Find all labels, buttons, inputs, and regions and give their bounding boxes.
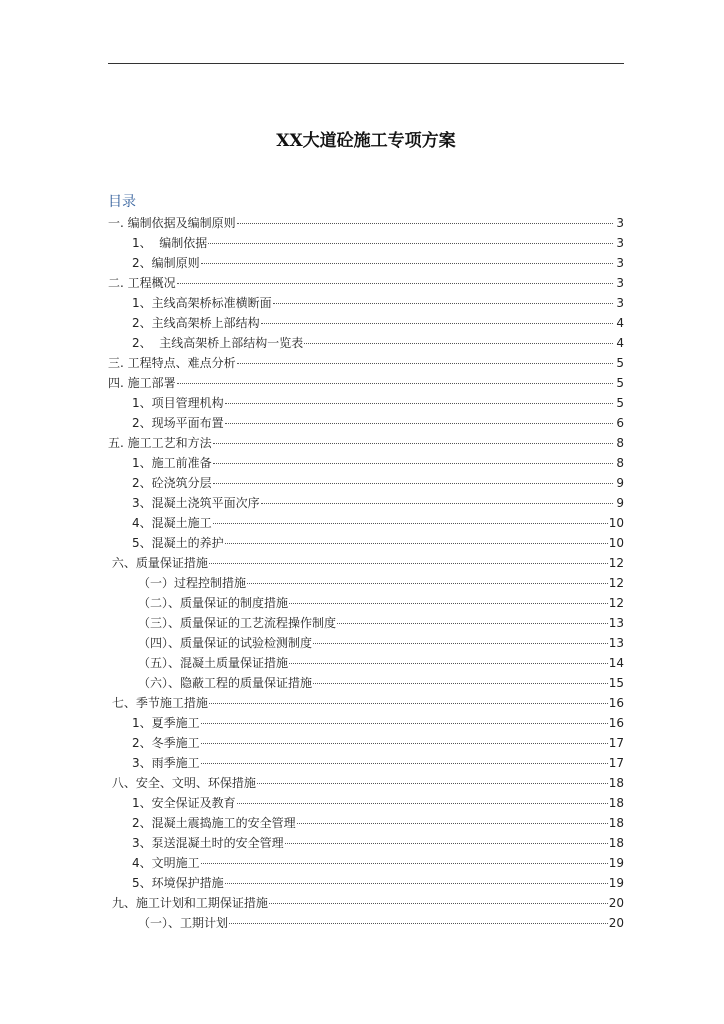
toc-entry[interactable] (108, 713, 624, 733)
toc-entry-page-number: 16 (608, 696, 624, 710)
toc-entry-label: 3、雨季施工 (132, 756, 200, 770)
toc-entry-page-number: 19 (608, 856, 624, 870)
document-title: XX大道砼施工专项方案 (276, 131, 456, 151)
toc-entry[interactable] (108, 533, 624, 553)
toc-entry[interactable] (108, 593, 624, 613)
toc-entry-label: 1、夏季施工 (132, 716, 200, 730)
toc-entry-page-number: 3 (616, 236, 624, 250)
toc-entry-page-number: 13 (608, 616, 624, 630)
toc-entry-page-number: 18 (608, 776, 624, 790)
toc-entry-label: 八、安全、文明、环保措施 (108, 776, 256, 790)
toc-entry-page-number: 9 (616, 476, 624, 490)
toc-entry[interactable] (108, 893, 624, 913)
toc-entry[interactable] (108, 293, 624, 313)
toc-dot-leader (201, 743, 608, 744)
toc-dot-leader (201, 723, 608, 724)
toc-entry-label: 3、泵送混凝土时的安全管理 (132, 836, 284, 850)
toc-entry-label: 1、安全保证及教育 (132, 796, 236, 810)
toc-entry[interactable] (108, 913, 624, 933)
toc-entry-page-number: 18 (608, 796, 624, 810)
toc-entry-label: 九、施工计划和工期保证措施 (108, 896, 268, 910)
toc-dot-leader (213, 443, 613, 444)
toc-entry-label: 六、质量保证措施 (108, 556, 208, 570)
toc-entry-page-number: 5 (616, 356, 624, 370)
toc-dot-leader (201, 763, 608, 764)
toc-entry-page-number: 12 (608, 596, 624, 610)
toc-dot-leader (225, 403, 613, 404)
toc-dot-leader (337, 623, 608, 624)
toc-entry[interactable] (108, 793, 624, 813)
toc-entry[interactable] (108, 413, 624, 433)
toc-entry[interactable] (108, 473, 624, 493)
toc-entry[interactable] (108, 613, 624, 633)
toc-dot-leader (261, 503, 613, 504)
toc-entry-label: 2、 主线高架桥上部结构一览表 (132, 336, 304, 350)
toc-dot-leader (237, 803, 608, 804)
toc-entry-label: （四）、质量保证的试验检测制度 (138, 636, 313, 650)
toc-entry[interactable] (108, 253, 624, 273)
toc-entry-label: 二. 工程概况 (108, 276, 176, 290)
toc-entry-page-number: 15 (608, 676, 624, 690)
toc-entry[interactable] (108, 213, 624, 233)
toc-dot-leader (313, 643, 608, 644)
toc-entry[interactable] (108, 673, 624, 693)
toc-dot-leader (273, 303, 613, 304)
toc-entry-label: 1、主线高架桥标准横断面 (132, 296, 272, 310)
toc-entry[interactable] (108, 653, 624, 673)
header-rule (108, 63, 624, 64)
toc-entry-page-number: 3 (616, 296, 624, 310)
toc-entry-label: 2、主线高架桥上部结构 (132, 316, 260, 330)
toc-entry-label: （六）、隐蔽工程的质量保证措施 (138, 676, 313, 690)
toc-entry-page-number: 18 (608, 836, 624, 850)
toc-entry[interactable] (108, 573, 624, 593)
toc-dot-leader (225, 423, 613, 424)
toc-entry-label: 4、混凝土施工 (132, 516, 212, 530)
toc-dot-leader (285, 843, 608, 844)
toc-dot-leader (213, 523, 608, 524)
toc-entry[interactable] (108, 433, 624, 453)
toc-dot-leader (229, 923, 608, 924)
toc-entry-page-number: 3 (616, 276, 624, 290)
toc-entry[interactable] (108, 833, 624, 853)
toc-entry-page-number: 3 (616, 256, 624, 270)
toc-entry-page-number: 10 (608, 536, 624, 550)
toc-dot-leader (297, 823, 608, 824)
toc-dot-leader (269, 903, 608, 904)
toc-entry[interactable] (108, 453, 624, 473)
toc-dot-leader (208, 243, 613, 244)
toc-entry-page-number: 6 (616, 416, 624, 430)
toc-entry-page-number: 4 (616, 336, 624, 350)
toc-entry-label: （五）、混凝土质量保证措施 (138, 656, 289, 670)
toc-entry-label: （三）、质量保证的工艺流程操作制度 (138, 616, 337, 630)
toc-entry[interactable] (108, 733, 624, 753)
toc-entry-page-number: 17 (608, 756, 624, 770)
toc-entry-label: 一. 编制依据及编制原则 (108, 216, 236, 230)
toc-entry-page-number: 9 (616, 496, 624, 510)
toc-entry-label: 5、混凝土的养护 (132, 536, 224, 550)
toc-heading: 目录 (108, 194, 136, 210)
toc-entry-label: 三. 工程特点、难点分析 (108, 356, 236, 370)
toc-dot-leader (213, 463, 613, 464)
toc-entry-page-number: 5 (616, 396, 624, 410)
toc-dot-leader (201, 863, 608, 864)
toc-entry-label: 五. 施工工艺和方法 (108, 436, 212, 450)
toc-dot-leader (289, 663, 608, 664)
toc-entry[interactable] (108, 853, 624, 873)
toc-entry-page-number: 12 (608, 576, 624, 590)
toc-dot-leader (261, 323, 613, 324)
toc-entry-page-number: 4 (616, 316, 624, 330)
toc-entry-page-number: 19 (608, 876, 624, 890)
toc-entry-page-number: 8 (616, 456, 624, 470)
toc-dot-leader (289, 603, 608, 604)
toc-entry-page-number: 13 (608, 636, 624, 650)
toc-entry-label: 1、 编制依据 (132, 236, 208, 250)
toc-dot-leader (225, 883, 608, 884)
toc-entry[interactable] (108, 273, 624, 293)
toc-entry-page-number: 18 (608, 816, 624, 830)
toc-dot-leader (237, 363, 613, 364)
toc-entry-page-number: 20 (608, 916, 624, 930)
toc-entry[interactable] (108, 813, 624, 833)
toc-entry-label: 4、文明施工 (132, 856, 200, 870)
toc-dot-leader (313, 683, 608, 684)
toc-entry-label: 七、季节施工措施 (108, 696, 208, 710)
toc-entry[interactable] (108, 233, 624, 253)
toc-dot-leader (209, 563, 608, 564)
table-of-contents (108, 213, 624, 933)
toc-entry[interactable] (108, 373, 624, 393)
toc-entry-label: 1、项目管理机构 (132, 396, 224, 410)
toc-dot-leader (201, 263, 613, 264)
toc-entry-label: 四. 施工部署 (108, 376, 176, 390)
toc-entry-page-number: 12 (608, 556, 624, 570)
toc-entry-label: 2、冬季施工 (132, 736, 200, 750)
toc-entry-label: 5、环境保护措施 (132, 876, 224, 890)
toc-entry[interactable] (108, 753, 624, 773)
toc-entry[interactable] (108, 553, 624, 573)
toc-entry-page-number: 14 (608, 656, 624, 670)
toc-dot-leader (257, 783, 608, 784)
toc-entry[interactable] (108, 313, 624, 333)
toc-entry-page-number: 8 (616, 436, 624, 450)
toc-entry-page-number: 3 (616, 216, 624, 230)
toc-dot-leader (177, 383, 613, 384)
toc-entry-label: 1、施工前准备 (132, 456, 212, 470)
toc-entry-label: 2、编制原则 (132, 256, 200, 270)
toc-entry[interactable] (108, 493, 624, 513)
toc-entry-label: 2、混凝土震捣施工的安全管理 (132, 816, 296, 830)
toc-dot-leader (225, 543, 608, 544)
toc-dot-leader (209, 703, 608, 704)
toc-entry[interactable] (108, 693, 624, 713)
toc-entry[interactable] (108, 513, 624, 533)
toc-entry[interactable] (108, 773, 624, 793)
toc-dot-leader (247, 583, 608, 584)
toc-entry[interactable] (108, 633, 624, 653)
toc-dot-leader (237, 223, 613, 224)
toc-entry-label: （二）、质量保证的制度措施 (138, 596, 289, 610)
toc-entry-label: 2、现场平面布置 (132, 416, 224, 430)
toc-entry-page-number: 10 (608, 516, 624, 530)
toc-dot-leader (177, 283, 613, 284)
toc-entry[interactable] (108, 393, 624, 413)
toc-dot-leader (213, 483, 613, 484)
toc-entry[interactable] (108, 873, 624, 893)
toc-entry-page-number: 5 (616, 376, 624, 390)
toc-entry-page-number: 20 (608, 896, 624, 910)
toc-entry-label: 2、砼浇筑分层 (132, 476, 212, 490)
toc-entry-page-number: 16 (608, 716, 624, 730)
toc-entry-page-number: 17 (608, 736, 624, 750)
toc-entry-label: 3、混凝土浇筑平面次序 (132, 496, 260, 510)
toc-entry-label: （一）过程控制措施 (138, 576, 247, 590)
toc-entry[interactable] (108, 353, 624, 373)
toc-entry-label: （一）、工期计划 (138, 916, 229, 930)
toc-dot-leader (304, 343, 613, 344)
toc-entry[interactable] (108, 333, 624, 353)
